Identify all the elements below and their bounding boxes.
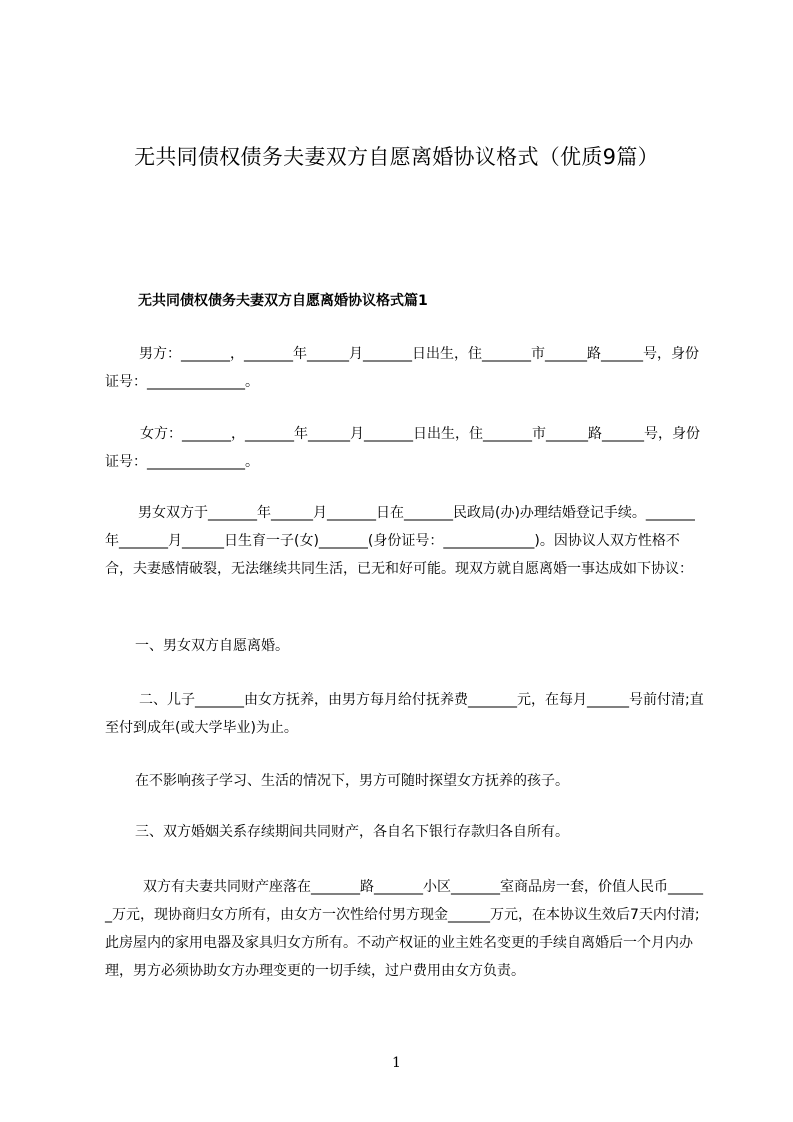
paragraph-clause-2: 二、儿子_______由女方抚养，由男方每月给付抚养费_______元，在每月______号前付清;直至付到成年(或大学毕业)为止。 [105,692,704,736]
paragraph-clause-1: 一、男女双方自愿离婚。 [135,638,289,654]
paragraph-clause-3: 三、双方婚姻关系存续期间共同财产，各自名下银行存款归各自所有。 [135,824,569,840]
section-title: 无共同债权债务夫妻双方自愿离婚协议格式篇1 [138,293,428,309]
paragraph-male-party: 男方：_______，_______年______月_______日出生，住_______市______路______号，身份证号：______________。 [105,346,699,390]
paragraph-property: 双方有夫妻共同财产座落在_______路_______小区_______室商品房一套，价值人民币______万元，现协商归女方所有，由女方一次性给付男方现金______万元，在本协议生效后7天内付清;此房屋内的家用电器及家具归女方所有。不动产权证的业主姓名变更的手续自离婚后一个月内办理，男方必须协助女方办理变更的一切手续，过户费用由女方负责。 [105,879,703,979]
paragraph-visitation: 在不影响孩子学习、生活的情况下，男方可随时探望女方抚养的孩子。 [135,773,569,789]
paragraph-female-party: 女方：_______，_______年______月_______日出生，住_______市______路______号，身份证号：______________。 [105,426,700,470]
page-number: 1 [392,1055,401,1071]
paragraph-marriage-info: 男女双方于_______年______月_______日在_______民政局(办)办理结婚登记手续。_______年_______月______日生育一子(女)_______(身份证号：_____________)。因协议人双方性格不合，夫妻感情破裂，无法继续共同生活，已无和好可能。现双方就自愿离婚一事达成如下协议： [105,505,695,577]
document-title: 无共同债权债务夫妻双方自愿离婚协议格式（优质9篇） [134,145,659,169]
